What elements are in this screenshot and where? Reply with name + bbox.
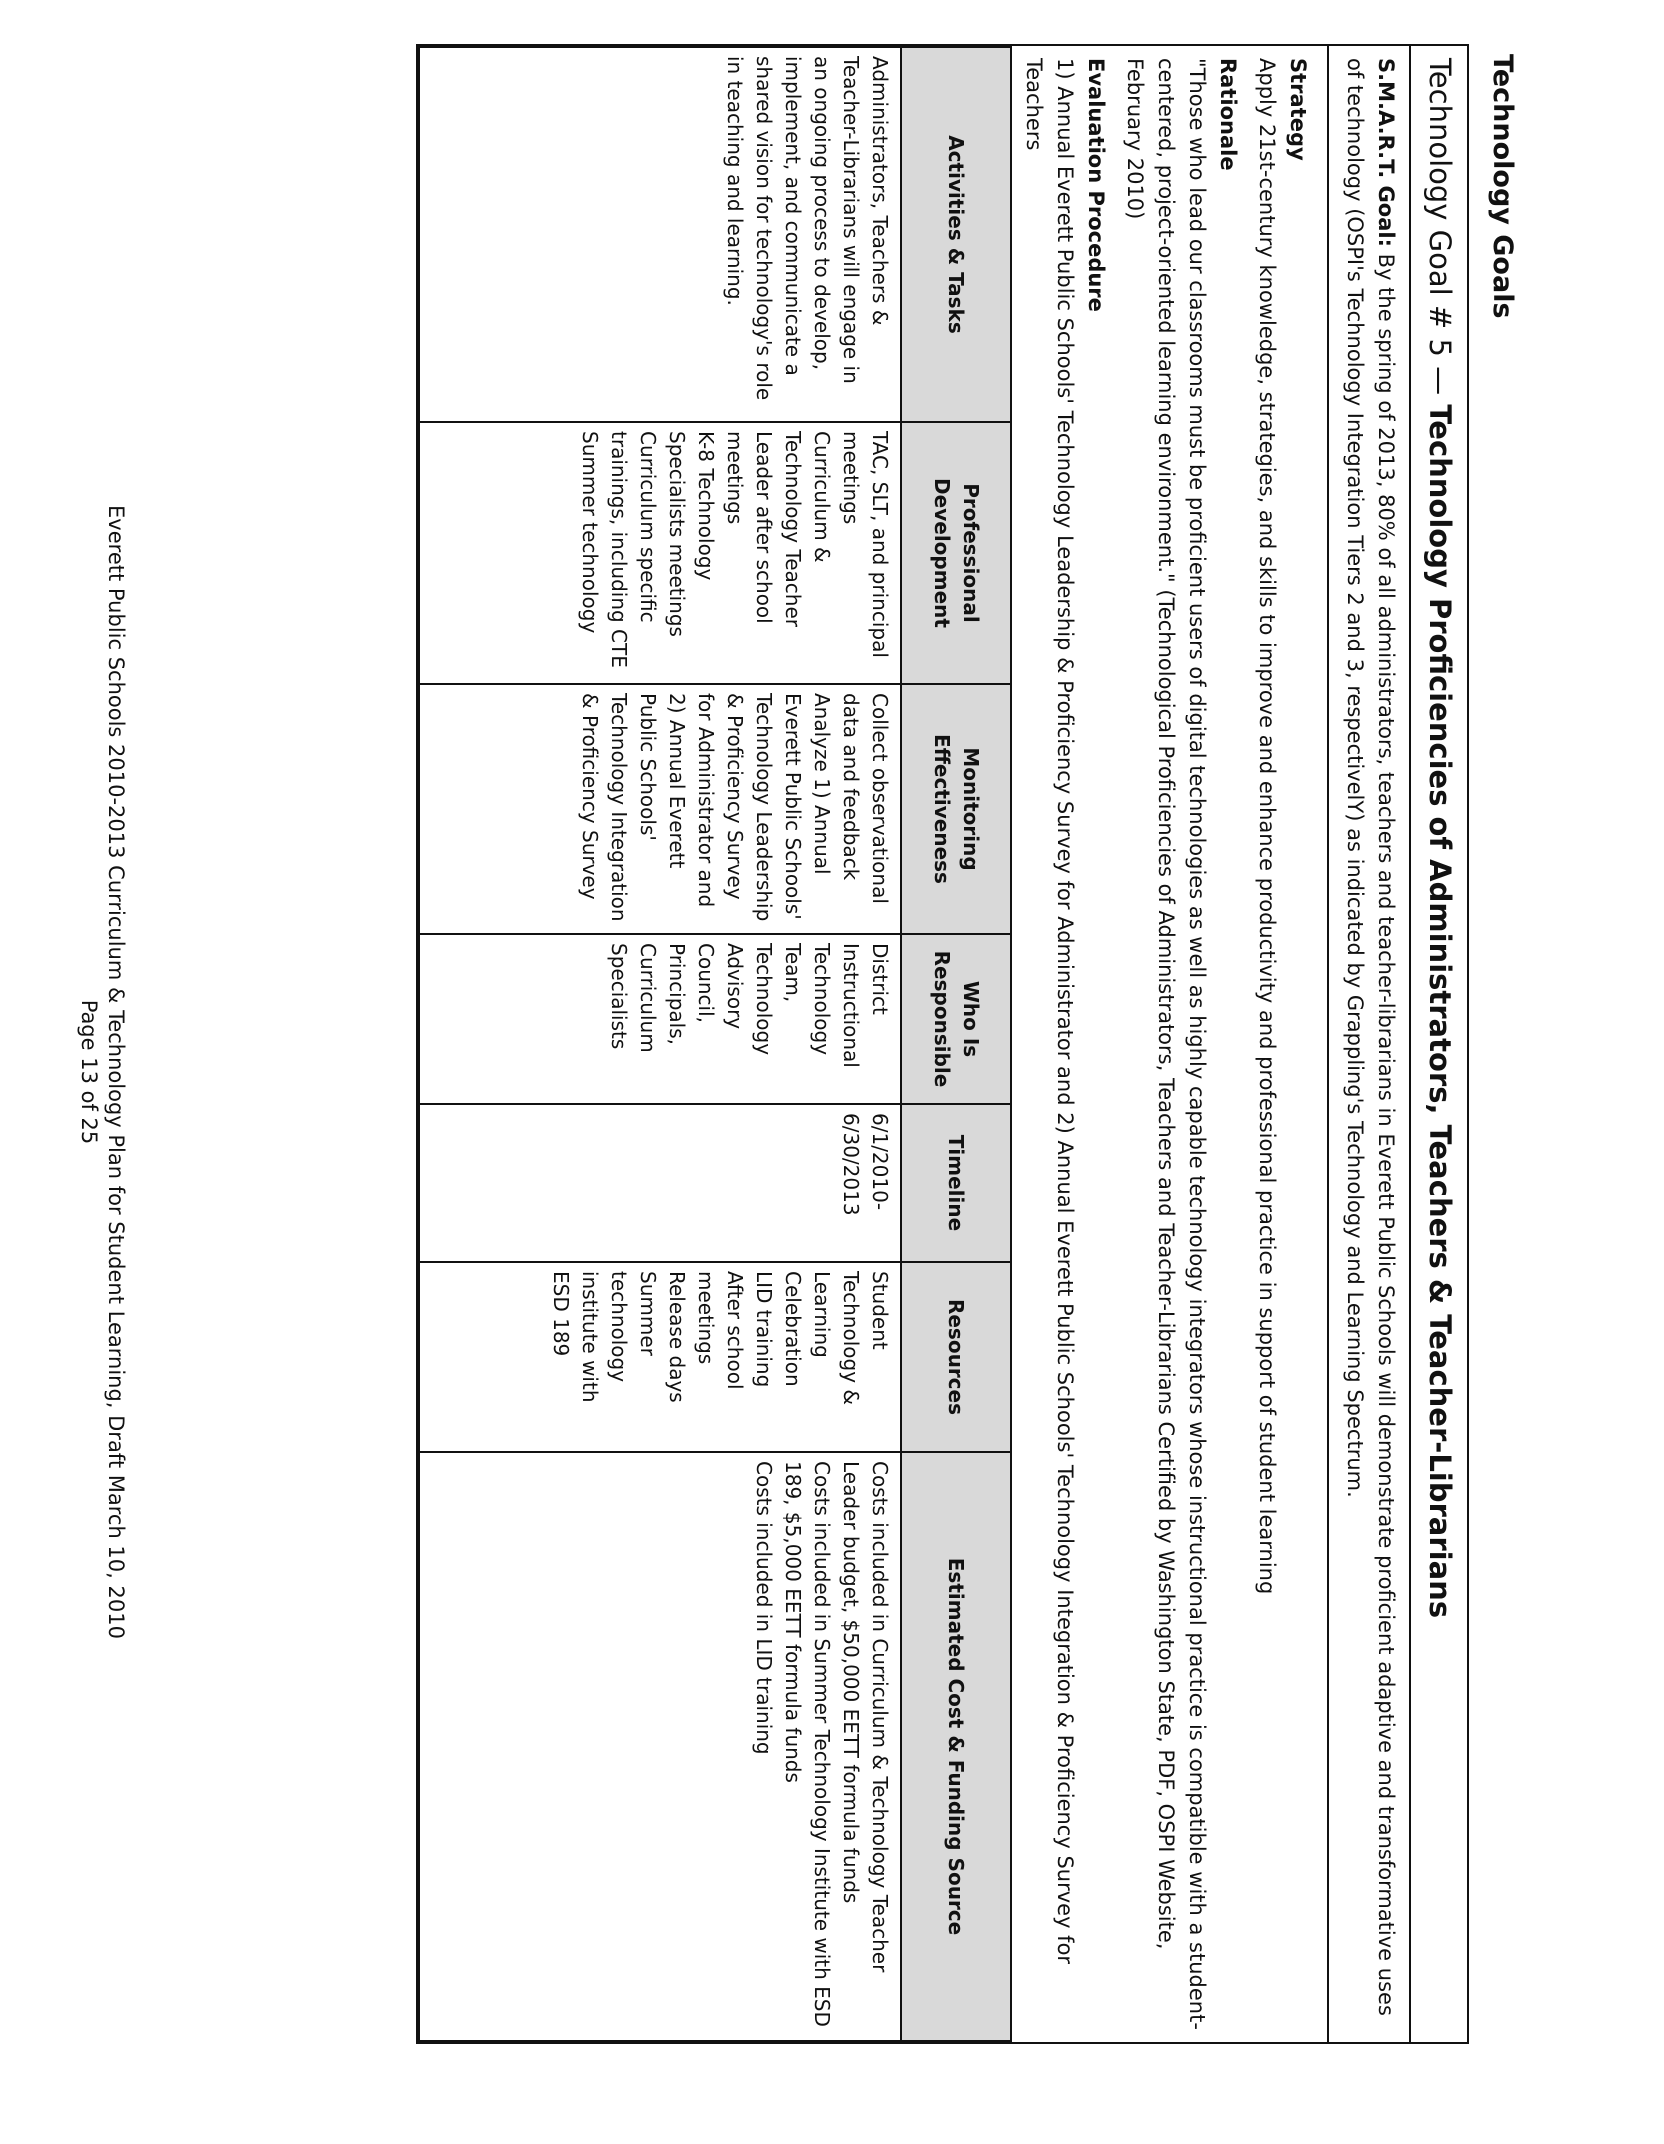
cell-cost [419, 1452, 901, 2041]
evaluation-text: 1) Annual Everett Public Schools' Technology Leadership & Proficiency Survey for Administrator and 2) Annual Everett Public Schools' Technology Integration & Proficiency Survey for Teachers [1022, 58, 1077, 1965]
resource-item: Summer technology institute with ESD 189 [549, 1271, 660, 1403]
strategy-text: Apply 21st-century knowledge, strategies, and skills to improve and enhance productivity and professional practice in support of student learning [1255, 58, 1279, 1595]
header-resources: Resources [901, 1262, 1011, 1452]
resource-item: LID training [752, 1271, 776, 1388]
cell-resources [419, 1262, 901, 1452]
goal-details [1012, 46, 1327, 2042]
document-heading: Technology Goals [1487, 54, 1518, 319]
header-professional-development: Professional Development [901, 422, 1011, 684]
goal-prefix: Technology Goal # 5 — [1423, 58, 1457, 405]
resource-item: Student Technology & Learning Celebration [781, 1271, 892, 1405]
smart-goal-text: By the spring of 2013, 80% of all administrators, teachers and teacher-librarians in Everett Public Schools will demonstrate proficient adaptive and transformative uses of technology (OSPI's Technology Integration Tiers 2 and 3, respectivelY) as indicated by Grappling's Technology and Learning Spectrum. [1343, 58, 1398, 2016]
cost-item: Costs included in Curriculum & Technology Teacher Leader budget, $50,000 EETT formula funds [839, 1461, 892, 1973]
table-header-row [901, 47, 1011, 2041]
rationale-text: "Those who lead our classrooms must be proficient users of digital technologies as well as highly capable technology integrators whose instructional practice is compatible with a student-centered, project-oriented learning environment." (Technological Proficiencies of Administrators, Teachers and Teacher-Librarians Certified by Washington State, PDF, OSPI Website, February 2010) [1123, 58, 1209, 2030]
pd-item: Curriculum specific trainings, including CTE [607, 431, 660, 668]
evaluation-heading: Evaluation Procedure [1084, 58, 1108, 312]
goal-name: Technology Proficiencies of Administrators, Teachers & Teacher-Librarians [1423, 404, 1457, 1619]
resource-item: After school meetings [694, 1271, 747, 1390]
footer-page-number: Page 13 of 25 [77, 999, 101, 1145]
header-activities: Activities & Tasks [901, 47, 1011, 422]
cell-monitoring: Collect observational data and feedback Analyze 1) Annual Everett Public Schools' Technology Leadership & Proficiency Survey for Administrator and 2) Annual Everett Public Schools' Technology Integration & Proficiency Survey [419, 684, 901, 934]
cost-item: Costs included in Summer Technology Institute with ESD 189, $5,000 EETT formula funds [781, 1461, 834, 2027]
resource-item: Release days [665, 1271, 689, 1403]
pd-item: Curriculum & Technology Teacher Leader after school meetings [723, 431, 834, 627]
header-monitoring: Monitoring Effectiveness [901, 684, 1011, 934]
page-content [416, 44, 1518, 2044]
header-who-responsible: Who Is Responsible [901, 934, 1011, 1104]
footer-plan-title: Everett Public Schools 2010-2013 Curriculum & Technology Plan for Student Learning, Draft March 10, 2010 [104, 505, 128, 1639]
rationale-heading: Rationale [1216, 58, 1240, 171]
goal-box [416, 44, 1469, 2044]
cost-item: Costs included in LID training [752, 1461, 776, 1755]
goal-title [1409, 46, 1467, 2042]
cell-who-responsible: District Instructional Technology Team, Technology Advisory Council, Principals, Curriculum Specialists [419, 934, 901, 1104]
cell-professional-development [419, 422, 901, 684]
pd-item: K-8 Technology Specialists meetings [665, 431, 718, 637]
table-row [419, 47, 901, 2041]
activities-table [418, 46, 1012, 2042]
strategy-heading: Strategy [1286, 58, 1310, 161]
header-cost: Estimated Cost & Funding Source [901, 1452, 1011, 2041]
pd-item: TAC, SLT, and principal meetings [839, 431, 892, 658]
pd-item: Summer technology [578, 431, 602, 634]
smart-goal [1327, 46, 1409, 2042]
cell-timeline: 6/1/2010-6/30/2013 [419, 1104, 901, 1262]
page-footer [75, 0, 129, 2144]
header-timeline: Timeline [901, 1104, 1011, 1262]
cell-activities: Administrators, Teachers & Teacher-Librarians will engage in an ongoing process to develop, implement, and communicate a shared vision for technology's role in teaching and learning. [419, 47, 901, 422]
smart-goal-label: S.M.A.R.T. Goal: [1374, 58, 1398, 247]
